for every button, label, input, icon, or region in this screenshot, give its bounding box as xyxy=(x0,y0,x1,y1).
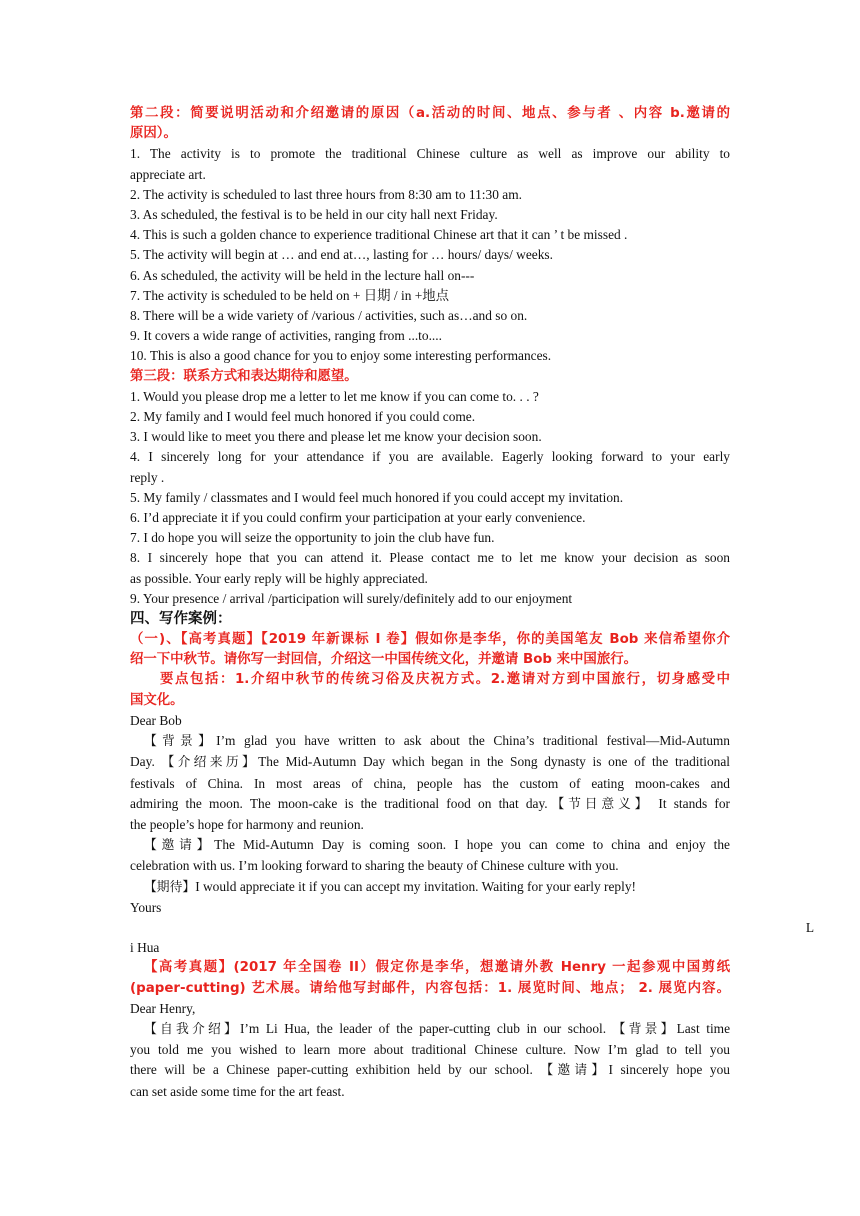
section2-item-10: 10. This is also a good chance for you to enjoy some interesting performances. xyxy=(130,348,552,364)
section2-item-1: 1. The activity is to promote the traditional Chinese culture as well as improve our ability to xyxy=(130,146,730,162)
section2-item-5: 5. The activity will begin at … and end at…, lasting for … hours/ days/ weeks. xyxy=(130,247,553,263)
tag-self-intro: 【自我介绍】 xyxy=(144,1021,240,1037)
tag-invite: 【邀请】 xyxy=(540,1063,609,1079)
case1-para3-line1: 【期待】I would appreciate it if you can accept my invitation. Waiting for your early reply! xyxy=(144,878,636,895)
section3-item-8-cont: as possible. Your early reply will be highly appreciated. xyxy=(130,570,428,586)
case1-para1-line1: 【背景】I’m glad you have written to ask about the China’s traditional festival—Mid-Autumn xyxy=(144,733,730,750)
section3-item-1: 1. Would you please drop me a letter to let me know if you can come to. . . ? xyxy=(130,388,539,404)
section2-item-9: 9. It covers a wide range of activities, ranging from ...to.... xyxy=(130,328,442,344)
case2-line3: there will be a Chinese paper-cutting exhibition held by our school. 【邀请】I sincerely hope you xyxy=(130,1062,731,1079)
case2-greeting: Dear Henry, xyxy=(130,1000,196,1016)
section3-item-8: 8. I sincerely hope that you can attend it. Please contact me to let me know your decision as soon xyxy=(130,550,730,566)
section3-heading: 第三段：联系方式和表达期待和愿望。 xyxy=(130,368,358,384)
case2-line4: can set aside some time for the art feast. xyxy=(130,1083,345,1099)
case2-line2: you told me you wished to learn more about traditional Chinese culture. Now I’m glad to tell you xyxy=(130,1042,730,1058)
section2-item-2: 2. The activity is scheduled to last three hours from 8:30 am to 11:30 am. xyxy=(130,186,522,202)
section3-item-9: 9. Your presence / arrival /participation will surely/definitely add to our enjoyment xyxy=(130,590,573,606)
section2-item-4: 4. This is such a golden chance to experience traditional Chinese art that it can ’ t be missed . xyxy=(130,227,628,243)
section4-heading: 四、写作案例： xyxy=(130,611,232,628)
case1-points-line1: 要点包括：1.介绍中秋节的传统习俗及庆祝方式。2.邀请对方到中国旅行，切身感受中 xyxy=(160,672,730,688)
section3-item-6: 6. I’d appreciate it if you could confirm your participation at your early convenience. xyxy=(130,510,586,526)
case1-title-line1: （一)、【高考真题】【2019 年新课标 I 卷】假如你是李华，你的美国笔友 Bob 来信希望你介 xyxy=(130,632,730,648)
section3-item-2: 2. My family and I would feel much honored if you could come. xyxy=(130,409,476,425)
tag-background: 【背景】 xyxy=(144,734,217,750)
case2-title-line2: (paper-cutting) 艺术展。请给他写封邮件，内容包括：1. 展览时间、地点； 2. 展览内容。 xyxy=(130,980,730,996)
case1-para1-line4: admiring the moon. The moon-cake is the traditional food on that day.【节日意义】 It stands for xyxy=(130,795,730,812)
section2-heading-line1: 第二段：简要说明活动和介绍邀请的原因（a.活动的时间、地点、参与者 、内容 b.邀请的 xyxy=(130,106,730,121)
tag-meaning: 【节日意义】 xyxy=(547,796,652,812)
tag-origin: 【介绍来历】 xyxy=(161,755,259,771)
section2-item-6: 6. As scheduled, the activity will be held in the lecture hall on--- xyxy=(130,267,475,283)
section2-heading-line2: 原因）。 xyxy=(130,126,177,142)
section2-item-3: 3. As scheduled, the festival is to be held in our city hall next Friday. xyxy=(130,207,498,223)
section3-item-7: 7. I do hope you will seize the opportunity to join the club have fun. xyxy=(130,530,495,546)
case1-closing: Yours xyxy=(130,899,162,915)
case1-title-line2: 绍一下中秋节。请你写一封回信，介绍这一中国传统文化，并邀请 Bob 来中国旅行。 xyxy=(130,652,637,668)
tag-background: 【背景】 xyxy=(612,1021,677,1037)
case1-signature-a: L xyxy=(805,919,814,935)
document-page xyxy=(130,104,814,1102)
section3-item-4: 4. I sincerely long for your attendance if you are available. Eagerly looking forward to your early xyxy=(130,449,730,465)
section2-item-7: 7. The activity is scheduled to be held on + 日期 / in +地点 xyxy=(130,287,450,303)
tag-expect: 【期待】 xyxy=(144,879,196,895)
tag-invite: 【邀请】 xyxy=(144,838,215,854)
case1-para2-line2: celebration with us. I’m looking forward to sharing the beauty of Chinese culture with you. xyxy=(130,858,619,874)
section3-item-5: 5. My family / classmates and I would feel much honored if you could accept my invitation. xyxy=(130,489,624,505)
case1-signature-b: i Hua xyxy=(130,940,160,956)
case1-greeting: Dear Bob xyxy=(130,712,182,728)
case1-points-line2: 国文化。 xyxy=(130,692,184,708)
section3-item-3: 3. I would like to meet you there and please let me know your decision soon. xyxy=(130,429,542,445)
section2-item-8: 8. There will be a wide variety of /various / activities, such as…and so on. xyxy=(130,308,528,324)
case1-para1-line3: festivals of China. In most areas of china, people has the custom of eating moon-cakes and xyxy=(130,775,730,791)
case1-para1-line2: Day. 【介绍来历】The Mid-Autumn Day which began in the Song dynasty is one of the traditional xyxy=(130,754,731,771)
case2-title-line1: 【高考真题】(2017 年全国卷 II）假定你是李华，想邀请外教 Henry 一起参观中国剪纸 xyxy=(144,960,730,976)
case2-line1: 【自我介绍】I’m Li Hua, the leader of the paper-cutting club in our school. 【背景】Last time xyxy=(144,1020,731,1037)
case1-para1-line5: the people’s hope for harmony and reunion. xyxy=(130,816,364,832)
section3-item-4-cont: reply . xyxy=(130,469,165,485)
section2-item-1-cont: appreciate art. xyxy=(130,166,206,182)
case1-para2-line1: 【邀请】The Mid-Autumn Day is coming soon. I hope you can come to china and enjoy the xyxy=(144,837,731,854)
